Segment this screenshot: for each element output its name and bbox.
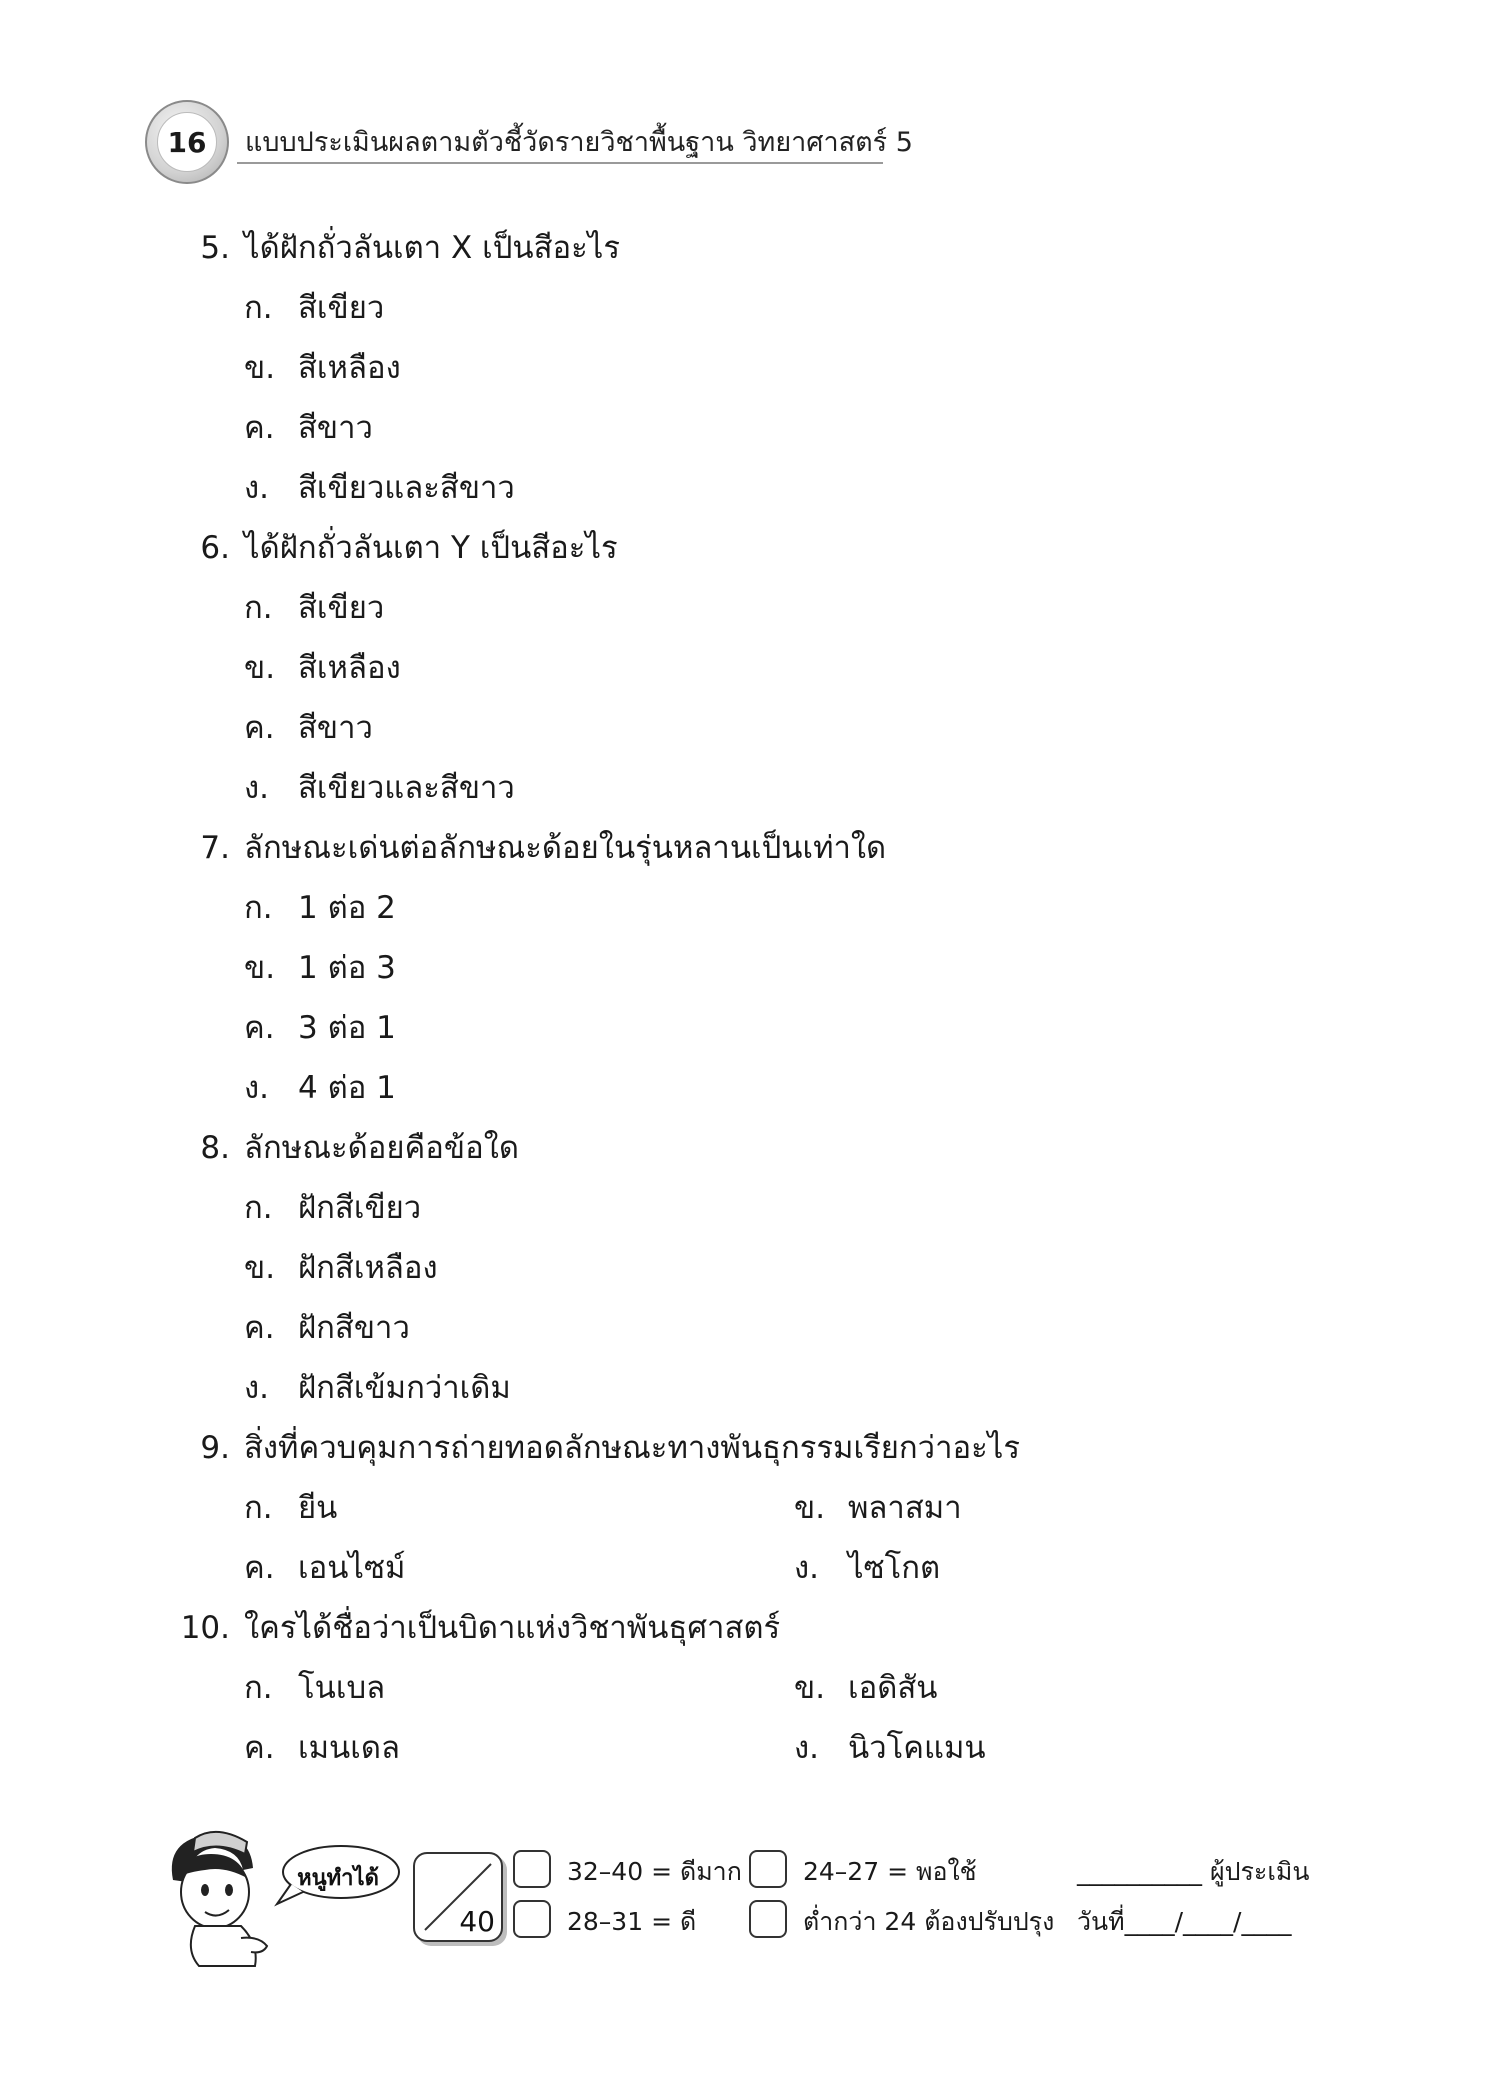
choice-text: ฝักสีเหลือง	[298, 1250, 438, 1286]
question-8	[160, 1122, 1340, 1422]
choice-item	[244, 582, 794, 632]
question-number: 6.	[200, 530, 230, 566]
choice-text: 1 ต่อ 2	[298, 890, 396, 926]
legend-improve: ต่ำกว่า 24 ต้องปรับปรุง	[803, 1907, 1055, 1936]
choice-text: สีเขียวและสีขาว	[298, 470, 515, 506]
choice-text: เมนเดล	[298, 1730, 400, 1766]
choice-letter: ก.	[244, 590, 273, 626]
page-number-badge	[145, 100, 229, 184]
choice-text: สีขาว	[298, 710, 373, 746]
checkbox-good[interactable]	[513, 1900, 551, 1938]
choice-text: เอดิสัน	[848, 1670, 938, 1706]
choice-text: 1 ต่อ 3	[298, 950, 396, 986]
legend-good: 28–31 = ดี	[567, 1907, 697, 1936]
choice-item	[244, 762, 794, 812]
choice-item	[244, 942, 794, 992]
score-total: 40	[459, 1905, 495, 1938]
assessor-signature-line[interactable]: __________ ผู้ประเมิน	[1077, 1857, 1310, 1886]
choice-item	[794, 1662, 1344, 1712]
choice-item	[244, 702, 794, 752]
question-10	[160, 1602, 1340, 1782]
choice-item	[244, 1302, 794, 1352]
question-text: สิ่งที่ควบคุมการถ่ายทอดลักษณะทางพันธุกรรมเรียกว่าอะไร	[244, 1430, 1020, 1466]
choice-letter: ข.	[244, 350, 276, 386]
choice-letter: ข.	[244, 650, 276, 686]
choice-letter: ค.	[244, 1310, 275, 1346]
choice-letter: ง.	[794, 1730, 819, 1766]
choice-letter: ง.	[244, 1370, 269, 1406]
choice-item	[244, 1662, 794, 1712]
question-text: ใครได้ชื่อว่าเป็นบิดาแห่งวิชาพันธุศาสตร์	[244, 1610, 781, 1646]
choice-text: พลาสมา	[848, 1490, 962, 1526]
question-number: 7.	[200, 830, 230, 866]
choice-letter: ค.	[244, 410, 275, 446]
choice-item	[794, 1542, 1344, 1592]
choice-letter: ง.	[244, 770, 269, 806]
question-7	[160, 822, 1340, 1122]
choice-letter: ข.	[244, 950, 276, 986]
choice-text: ฝักสีเข้มกว่าเดิม	[298, 1370, 511, 1406]
choice-letter: ก.	[244, 1490, 273, 1526]
question-text: ได้ฝักถั่วลันเตา Y เป็นสีอะไร	[244, 530, 618, 566]
score-box[interactable]	[413, 1852, 503, 1942]
question-number: 5.	[200, 230, 230, 266]
page-header	[145, 100, 913, 180]
choice-text: เอนไซม์	[298, 1550, 406, 1586]
choice-letter: ค.	[244, 1010, 275, 1046]
choice-item	[244, 1002, 794, 1052]
choice-text: สีเขียวและสีขาว	[298, 770, 515, 806]
question-number: 8.	[200, 1130, 230, 1166]
question-number: 9.	[200, 1430, 230, 1466]
question-text: ลักษณะเด่นต่อลักษณะด้อยในรุ่นหลานเป็นเท่าใด	[244, 830, 887, 866]
question-text: ลักษณะด้อยคือข้อใด	[244, 1130, 519, 1166]
choice-item	[244, 882, 794, 932]
choice-letter: ก.	[244, 1190, 273, 1226]
question-6	[160, 522, 1340, 822]
choice-letter: ก.	[244, 1670, 273, 1706]
header-title: แบบประเมินผลตามตัวชี้วัดรายวิชาพื้นฐาน วิทยาศาสตร์ 5	[245, 127, 913, 158]
choice-item	[244, 1722, 794, 1772]
choice-text: ยีน	[298, 1490, 338, 1526]
choice-item	[244, 1062, 794, 1112]
choice-letter: ก.	[244, 890, 273, 926]
choice-letter: ข.	[794, 1670, 826, 1706]
choice-letter: ข.	[244, 1250, 276, 1286]
self-assessment-footer	[155, 1820, 1335, 1970]
question-text: ได้ฝักถั่วลันเตา X เป็นสีอะไร	[244, 230, 620, 266]
choice-text: สีเขียว	[298, 290, 385, 326]
choice-item	[244, 1362, 794, 1412]
choice-text: นิวโคแมน	[848, 1730, 986, 1766]
bubble-text: หนูทำได้	[297, 1866, 379, 1891]
choice-text: สีเหลือง	[298, 650, 401, 686]
choice-item	[244, 462, 794, 512]
choice-letter: ค.	[244, 710, 275, 746]
choice-letter: ง.	[794, 1550, 819, 1586]
header-divider	[237, 162, 883, 164]
choice-letter: ค.	[244, 1550, 275, 1586]
choice-text: 3 ต่อ 1	[298, 1010, 396, 1046]
choice-text: สีขาว	[298, 410, 373, 446]
choice-item	[794, 1482, 1344, 1532]
choice-text: สีเหลือง	[298, 350, 401, 386]
choice-item	[244, 1482, 794, 1532]
date-line[interactable]: วันที่____/____/____	[1077, 1907, 1292, 1936]
page-number: 16	[157, 112, 217, 172]
legend-fair: 24–27 = พอใช้	[803, 1857, 977, 1886]
choice-text: ฝักสีขาว	[298, 1310, 410, 1346]
choice-item	[244, 282, 794, 332]
choice-text: ฝักสีเขียว	[298, 1190, 422, 1226]
choice-letter: ก.	[244, 290, 273, 326]
legend-excellent: 32–40 = ดีมาก	[567, 1857, 742, 1886]
choice-letter: ค.	[244, 1730, 275, 1766]
question-9	[160, 1422, 1340, 1602]
choice-item	[794, 1722, 1344, 1772]
choice-text: สีเขียว	[298, 590, 385, 626]
choice-item	[244, 1242, 794, 1292]
checkbox-excellent[interactable]	[513, 1850, 551, 1888]
question-number: 10.	[180, 1610, 230, 1646]
choice-item	[244, 642, 794, 692]
girl-illustration-icon	[155, 1820, 275, 1970]
choice-letter: ง.	[244, 1070, 269, 1106]
choice-text: โนเบล	[298, 1670, 386, 1706]
choice-text: 4 ต่อ 1	[298, 1070, 396, 1106]
choice-item	[244, 1542, 794, 1592]
checkbox-fair[interactable]	[749, 1850, 787, 1888]
choice-item	[244, 1182, 794, 1232]
choice-text: ไซโกต	[848, 1550, 941, 1586]
checkbox-improve[interactable]	[749, 1900, 787, 1938]
question-5	[160, 222, 1340, 522]
choice-item	[244, 402, 794, 452]
choice-letter: ง.	[244, 470, 269, 506]
question-list	[160, 222, 1340, 1782]
choice-letter: ข.	[794, 1490, 826, 1526]
choice-item	[244, 342, 794, 392]
